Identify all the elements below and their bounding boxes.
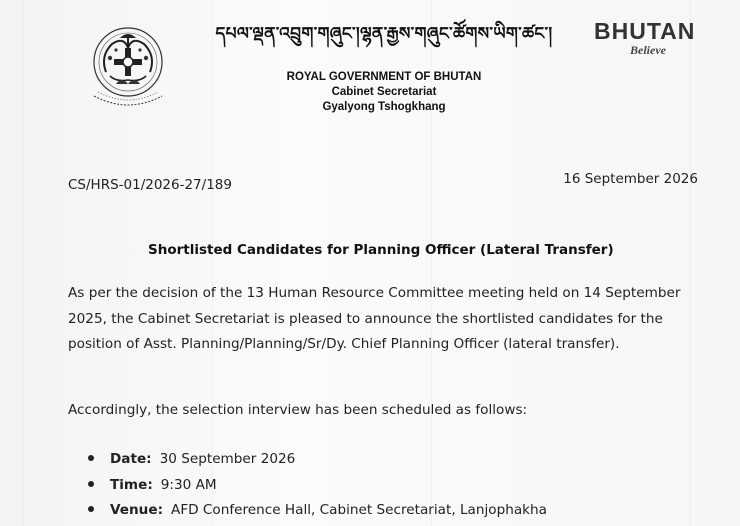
letterhead-title (198, 14, 570, 115)
secretariat-name: Cabinet Secretariat (331, 86, 437, 98)
bullet-icon (88, 455, 94, 461)
royal-emblem-icon (86, 22, 170, 110)
schedule-label: Date: (110, 451, 152, 467)
schedule-value: 30 September 2026 (159, 451, 296, 467)
schedule-label: Venue: (110, 502, 164, 518)
schedule-item-date (88, 448, 547, 474)
schedule-item-venue (88, 499, 547, 525)
dzongkha-title: དཔལ་ལྡན་འབྲུག་གཞུང་།ལྷན་རྒྱས་གཞུང་ཚོགས་ཡིག་ཚང་། (215, 24, 553, 44)
schedule-intro: Accordingly, the selection interview has been scheduled as follows: (68, 402, 528, 418)
reference-number: CS/HRS-01/2026-27/189 (68, 177, 232, 193)
secretariat-dzongkha-name: Gyalyong Tshogkhang (322, 101, 446, 113)
subject-heading: Shortlisted Candidates for Planning Officer (Lateral Transfer) (148, 242, 614, 258)
brand-title: BHUTAN (594, 18, 696, 44)
letter-date: 16 September 2026 (563, 171, 698, 187)
brand-tagline: Believe (630, 43, 666, 57)
bullet-icon (88, 481, 94, 487)
interview-schedule-list (88, 448, 547, 525)
bullet-icon (88, 506, 94, 512)
brand-bhutan-logo (594, 18, 714, 58)
body-paragraph: As per the decision of the 13 Human Resource Committee meeting held on 14 September 2025, the Cabinet Secretariat is pleased to announce the shortlisted candidates for the position of Asst. Planning/Planning/Sr/Dy. Chief Planning Officer (lateral transfer). (68, 285, 681, 352)
schedule-value: 9:30 AM (160, 476, 217, 493)
government-name: ROYAL GOVERNMENT OF BHUTAN (286, 71, 482, 83)
schedule-item-time (88, 474, 547, 500)
schedule-value: AFD Conference Hall, Cabinet Secretariat, Lanjophakha (171, 502, 547, 518)
schedule-label: Time: (110, 476, 153, 493)
